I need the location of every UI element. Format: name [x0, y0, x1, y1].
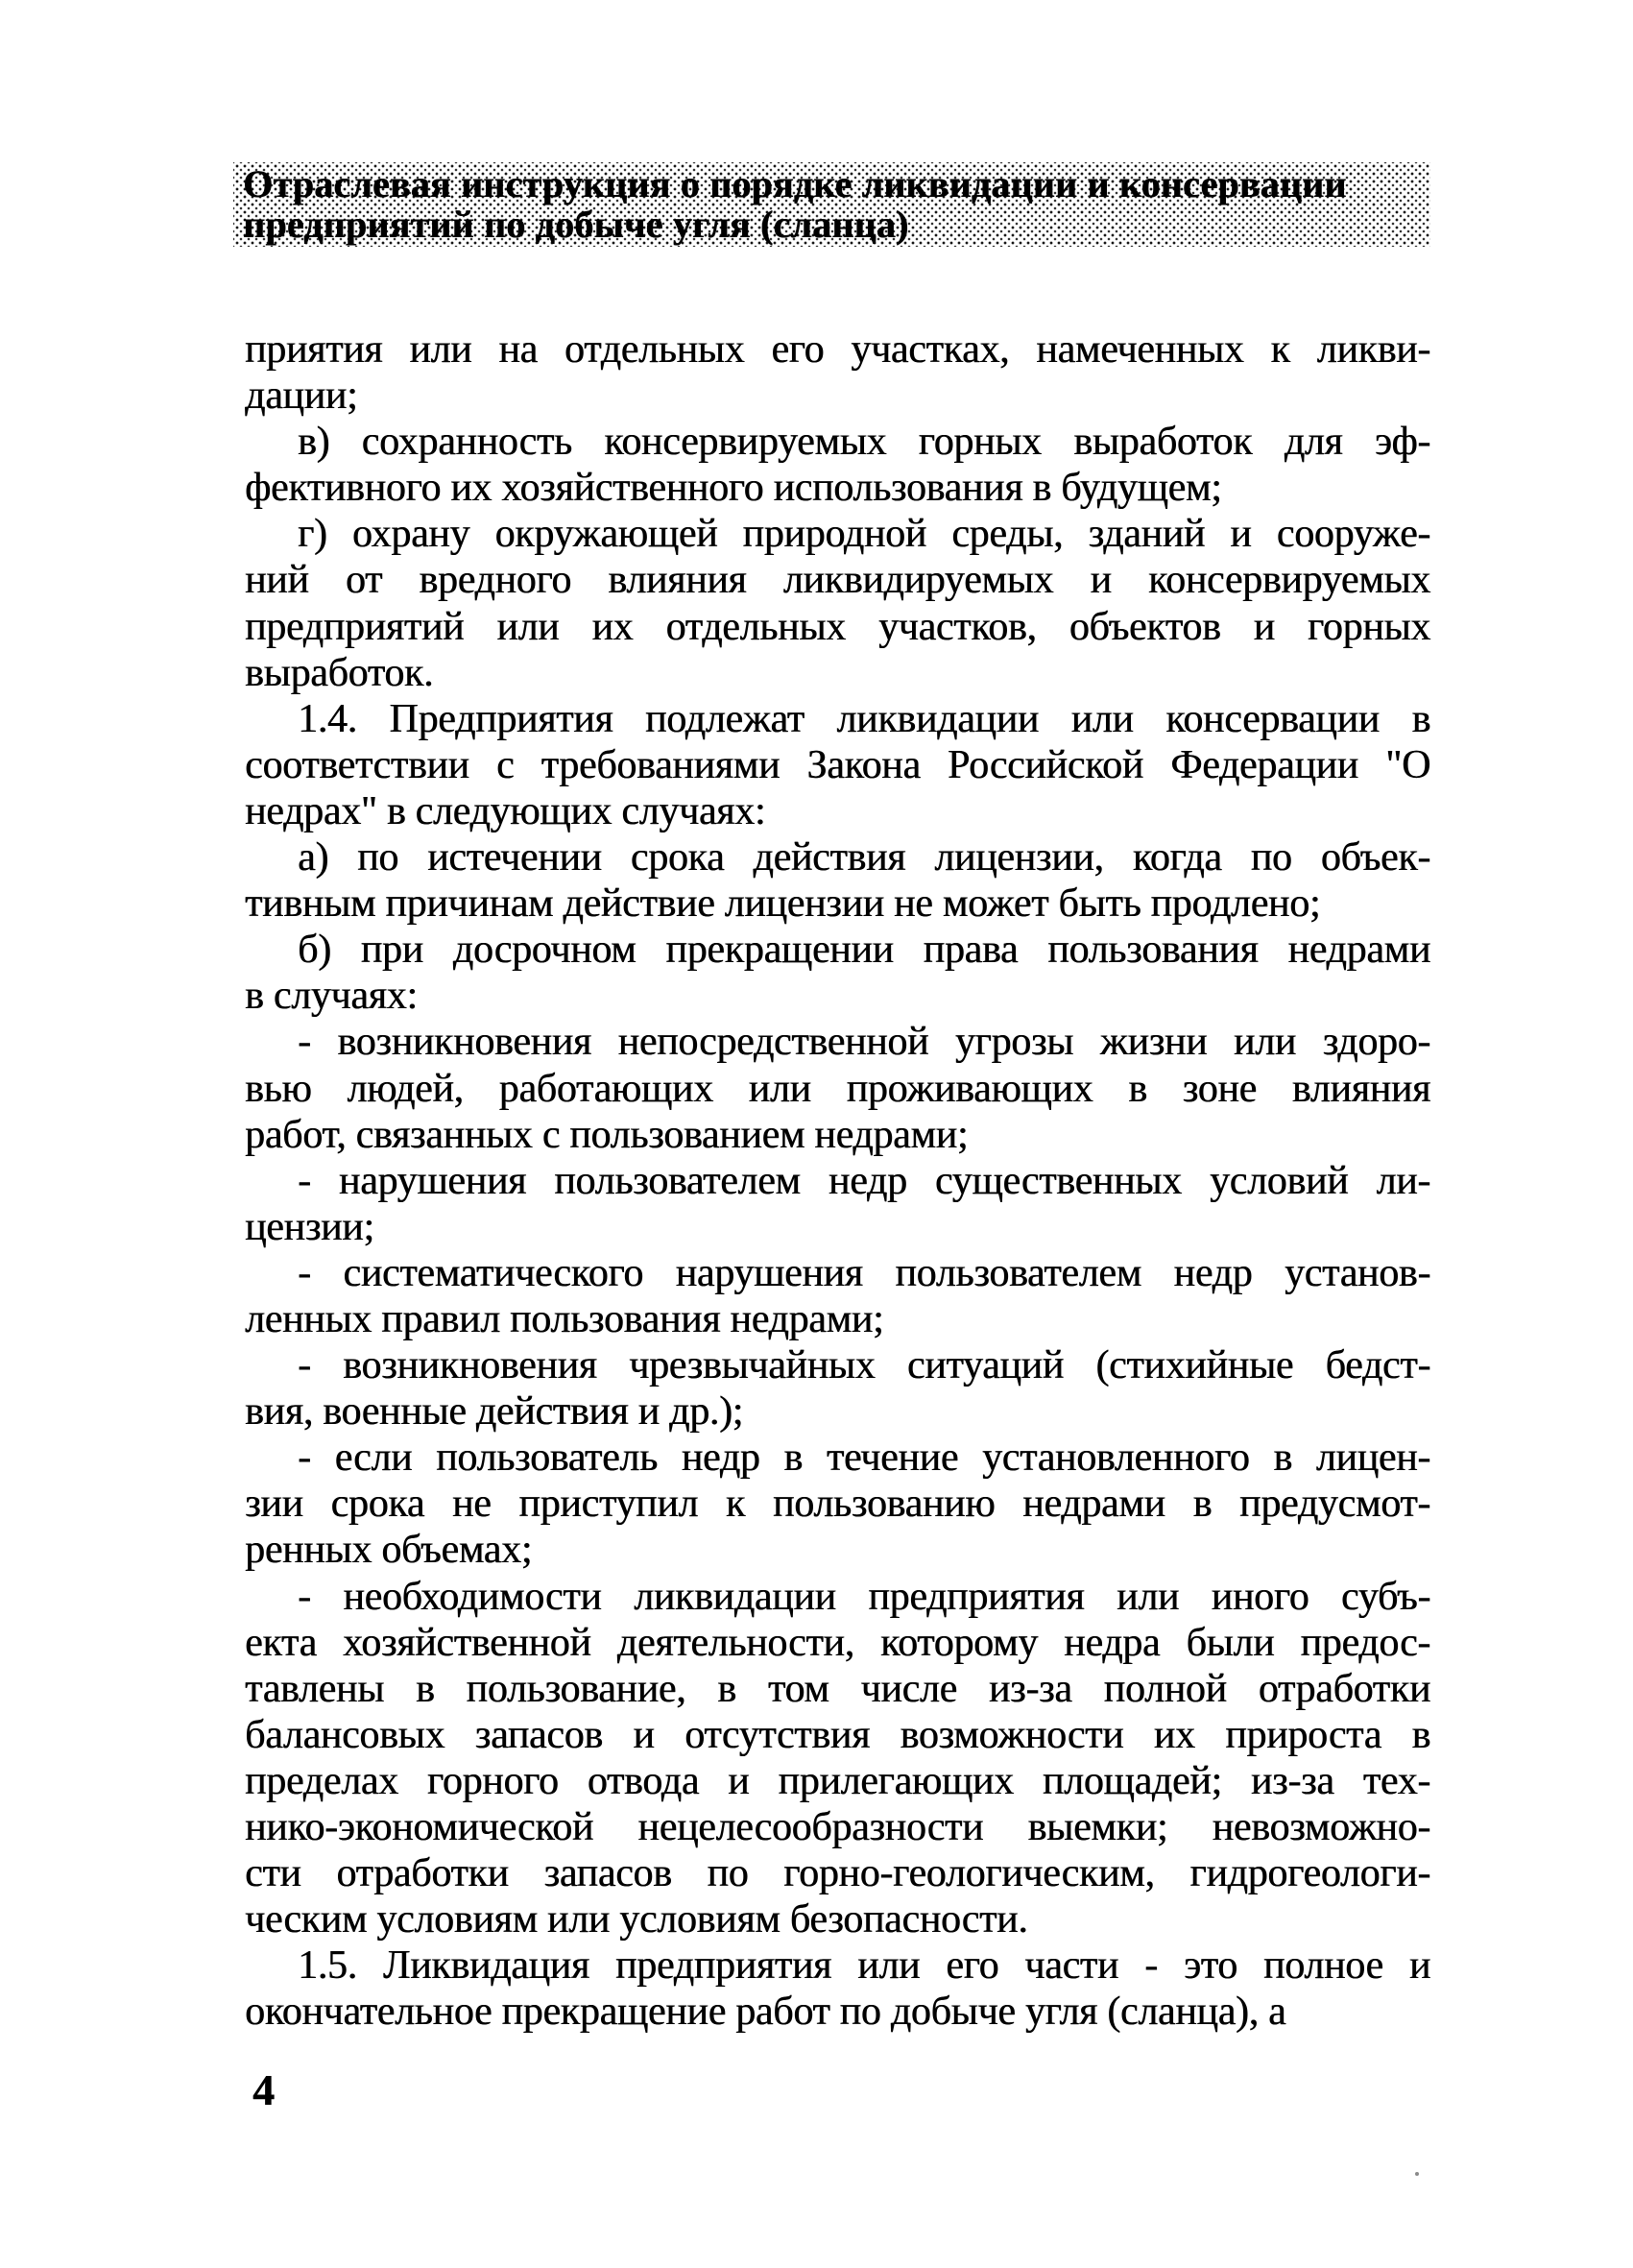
text-line: 1.5. Ликвидация предприятия или его части - это полное и	[298, 1943, 1430, 1989]
text-line: - возникновения непосредственной угрозы жизни или здоро-	[298, 1020, 1430, 1065]
text-line: балансовых запасов и отсутствия возможности их прироста в	[245, 1712, 1430, 1757]
text-line: - нарушения пользователем недр существенных условий ли-	[298, 1158, 1430, 1203]
scan-artifact-dot	[1415, 2172, 1419, 2176]
text-line: приятия или на отдельных его участках, намеченных к ликви-	[245, 327, 1430, 372]
text-line: в) сохранность консервируемых горных выработок для эф-	[298, 420, 1430, 465]
text-line: екта хозяйственной деятельности, которому недра были предос-	[245, 1620, 1430, 1665]
text-line: ленных правил пользования недрами;	[245, 1296, 884, 1341]
text-line: сти отработки запасов по горно-геологическим, гидрогеологи-	[245, 1851, 1430, 1896]
text-line: - систематического нарушения пользователем недр установ-	[298, 1250, 1430, 1295]
text-line: а) по истечении срока действия лицензии, когда по объек-	[298, 835, 1430, 881]
text-line: - возникновения чрезвычайных ситуаций (стихийные бедст-	[298, 1343, 1430, 1388]
text-line: фективного их хозяйственного использования в будущем;	[245, 466, 1222, 511]
text-line: - необходимости ликвидации предприятия или иного субъ-	[298, 1574, 1430, 1619]
text-line: вия, военные действия и др.);	[245, 1389, 744, 1435]
text-line: окончательное прекращение работ по добыче угля (сланца), а	[245, 1990, 1286, 2035]
text-line: - если пользователь недр в течение установленного в лицен-	[298, 1436, 1430, 1481]
text-line: соответствии с требованиями Закона Российской Федерации "О	[245, 742, 1430, 787]
page-number: 4	[252, 2065, 275, 2114]
text-line: г) охрану окружающей природной среды, зданий и сооруже-	[298, 512, 1430, 557]
document-header-band	[233, 162, 1430, 247]
text-line: предприятий или их отдельных участков, объектов и горных	[245, 604, 1430, 649]
text-line: работ, связанных с пользованием недрами;	[245, 1112, 969, 1157]
text-line: нико-экономической нецелесообразности выемки; невозможно-	[245, 1805, 1430, 1849]
text-line: зии срока не приступил к пользованию недрами в предусмот-	[245, 1482, 1430, 1527]
text-line: ческим условиям или условиям безопасности.	[245, 1897, 1028, 1942]
text-line: б) при досрочном прекращении права пользования недрами	[298, 928, 1430, 973]
header-title-line2: предприятий по добыче угля (сланца)	[243, 203, 909, 246]
text-line: цензии;	[245, 1204, 374, 1249]
text-line: ренных объемах;	[245, 1528, 533, 1573]
text-line: вью людей, работающих или проживающих в зоне влияния	[245, 1066, 1430, 1111]
text-line: дации;	[245, 374, 358, 419]
text-line: ний от вредного влияния ликвидируемых и консервируемых	[245, 558, 1430, 603]
header-title-line1: Отраслевая инструкция о порядке ликвидации и консервации	[243, 162, 1347, 205]
text-line: в случаях:	[245, 974, 418, 1019]
document-body-text	[245, 326, 1430, 2035]
text-line: пределах горного отвода и прилегающих площадей; из-за тех-	[245, 1758, 1430, 1803]
text-line: выработок.	[245, 650, 434, 695]
text-line: недрах" в следующих случаях:	[245, 788, 766, 833]
text-line: тавлены в пользование, в том числе из-за полной отработки	[245, 1666, 1430, 1711]
text-line: тивным причинам действие лицензии не может быть продлено;	[245, 881, 1321, 927]
text-line: 1.4. Предприятия подлежат ликвидации или консервации в	[298, 696, 1430, 741]
